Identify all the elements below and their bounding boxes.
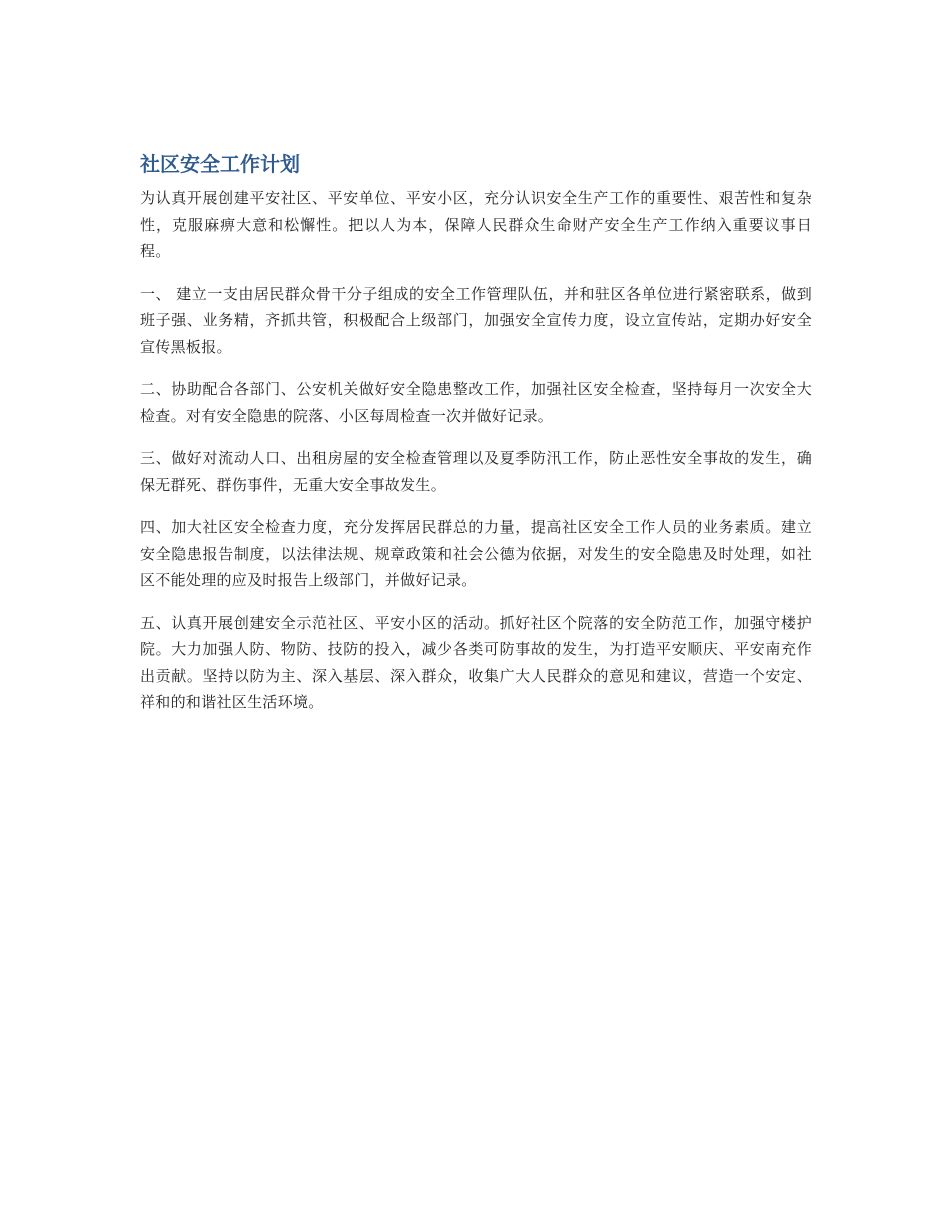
section-two-paragraph: 二、协助配合各部门、公安机关做好安全隐患整改工作，加强社区安全检查，坚持每月一次安全大检查。对有安全隐患的院落、小区每周检查一次并做好记录。 — [140, 380, 812, 425]
intro-paragraph: 为认真开展创建平安社区、平安单位、平安小区，充分认识安全生产工作的重要性、艰苦性和复杂性，克服麻痹大意和松懈性。把以人为本，保障人民群众生命财产安全生产工作纳入重要议事日程。 — [140, 189, 812, 260]
section-one-paragraph: 一、 建立一支由居民群众骨干分子组成的安全工作管理队伍，并和驻区各单位进行紧密联系，做到班子强、业务精，齐抓共管，积极配合上级部门，加强安全宣传力度，设立宣传站，定期办好安全宣传黑板报。 — [140, 284, 812, 356]
section-five-paragraph: 五、认真开展创建安全示范社区、平安小区的活动。抓好社区个院落的安全防范工作，加强守楼护院。大力加强人防、物防、技防的投入，减少各类可防事故的发生，为打造平安顺庆、平安南充作出贡献。坚持以防为主、深入基层、深入群众，收集广大人民群众的意见和建议，营造一个安定、祥和的和谐社区生活环境。 — [140, 613, 812, 711]
section-three-paragraph: 三、做好对流动人口、出租房屋的安全检查管理以及夏季防汛工作，防止恶性安全事故的发生，确保无群死、群伤事件，无重大安全事故发生。 — [140, 449, 812, 494]
document-body — [140, 148, 812, 732]
document-title: 社区安全工作计划 — [140, 152, 300, 176]
section-four-paragraph: 四、加大社区安全检查力度，充分发挥居民群总的力量，提高社区安全工作人员的业务素质。建立安全隐患报告制度，以法律法规、规章政策和社会公德为依据，对发生的安全隐患及时处理，如社区不能处理的应及时报告上级部门，并做好记录。 — [140, 518, 812, 589]
